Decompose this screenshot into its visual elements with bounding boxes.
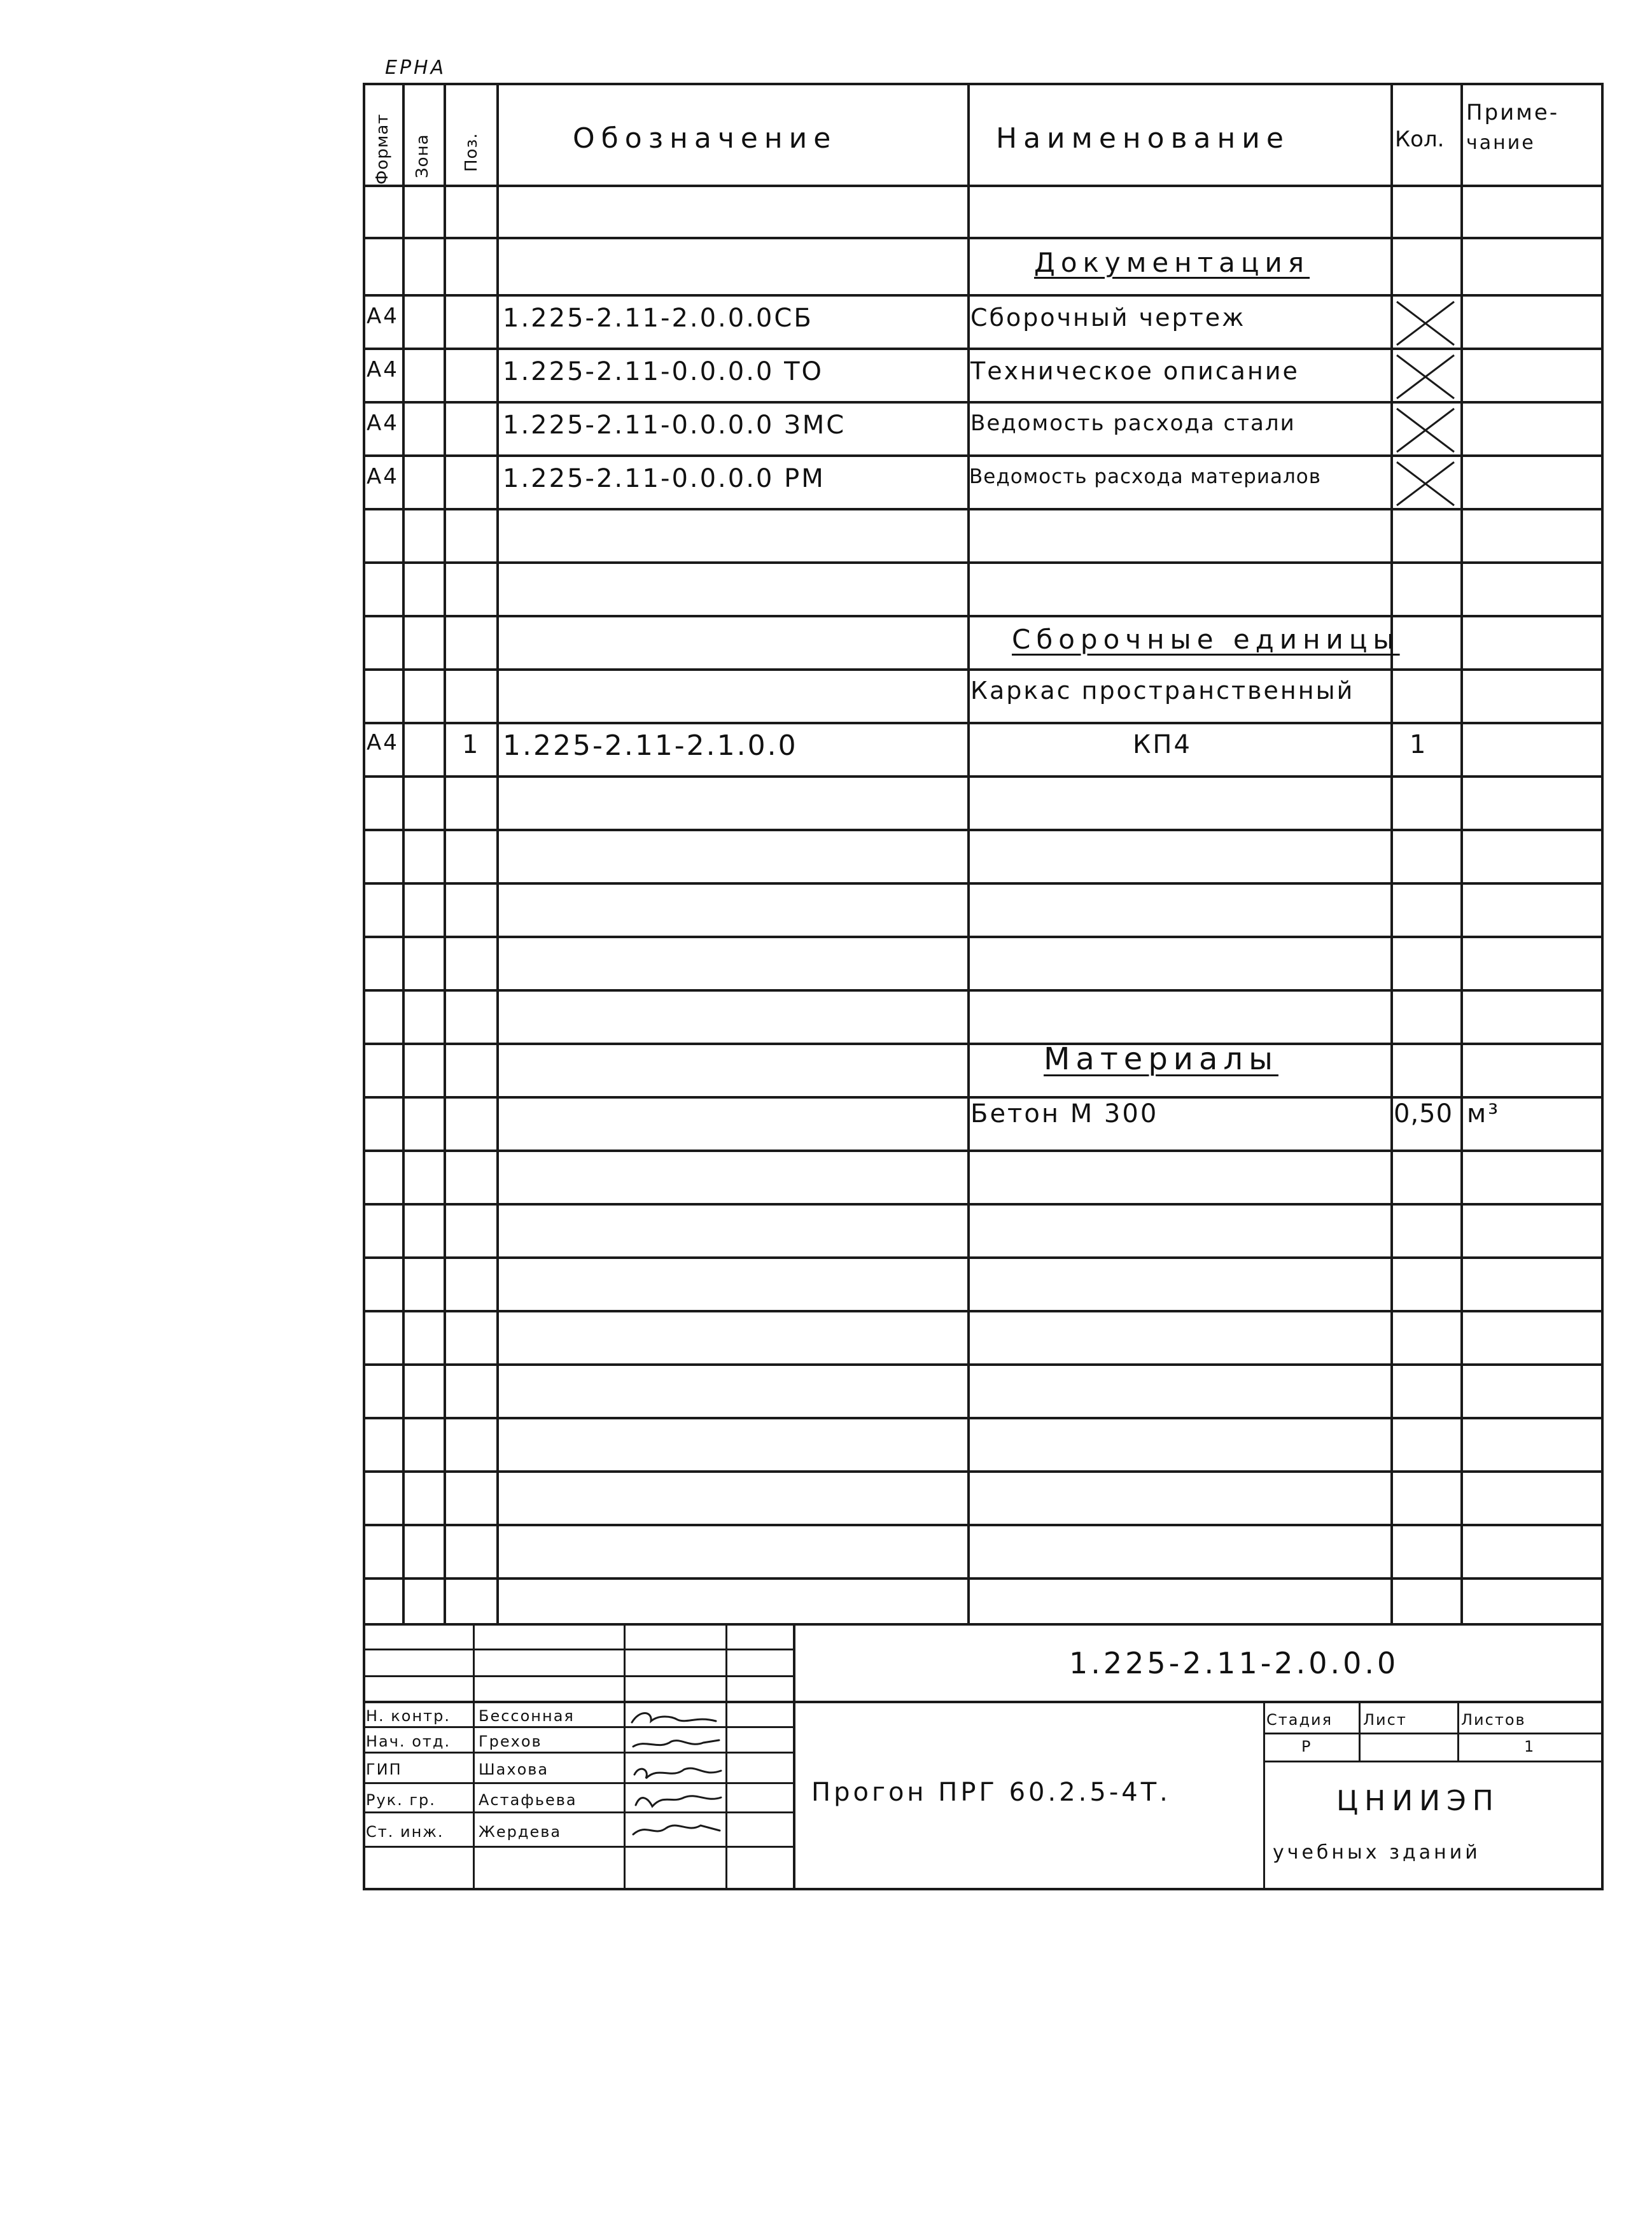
tb-line-4 [363, 1726, 795, 1728]
table-row-line [363, 237, 1604, 239]
table-row-line [363, 1150, 1604, 1152]
row-doc3-designation: 1.225-2.11-0.0.0.0 ЗМС [503, 411, 846, 440]
header-qty: Кол. [1395, 127, 1445, 152]
row-doc1-designation: 1.225-2.11-2.0.0.0СБ [503, 304, 813, 333]
tb-name-4: Астафьева [479, 1791, 577, 1809]
qty-cross-doc1 [1397, 302, 1454, 345]
col-line-qty [1460, 83, 1463, 1623]
tb-line-stage-2 [1263, 1761, 1604, 1762]
frame-top [363, 83, 1604, 85]
signature-2 [633, 1740, 719, 1747]
table-row-line [363, 1577, 1604, 1580]
header-zone: Зона [413, 134, 432, 178]
row-doc2-format: А4 [367, 357, 399, 383]
tb-role-3: ГИП [366, 1761, 402, 1778]
row-asm1-format: А4 [367, 730, 399, 756]
row-doc1-name: Сборочный чертеж [970, 304, 1246, 332]
tb-name-3: Шахова [479, 1761, 549, 1778]
tb-org-line2: учебных зданий [1273, 1841, 1481, 1864]
tb-name-1: Бессонная [479, 1707, 575, 1725]
header-format: Формат [373, 113, 392, 185]
row-mat1-note: м³ [1467, 1099, 1501, 1129]
tb-line-1 [363, 1649, 795, 1650]
row-doc3-format: А4 [367, 411, 399, 436]
tb-sheet-label: Лист [1363, 1711, 1407, 1729]
row-asm-title-name: Каркас пространственный [970, 677, 1355, 705]
tb-line-8 [363, 1846, 795, 1848]
row-doc4-format: А4 [367, 464, 399, 489]
table-row-line [363, 1363, 1604, 1366]
tb-line-5 [363, 1752, 795, 1754]
tb-doc-code: 1.225-2.11-2.0.0.0 [1069, 1646, 1399, 1680]
col-line-name [1390, 83, 1393, 1623]
qty-cross-doc2 [1397, 355, 1454, 398]
row-asm1-pos: 1 [462, 730, 480, 759]
tb-line-stage-1 [1263, 1733, 1604, 1734]
table-row-line [363, 1043, 1604, 1045]
table-row-line [363, 561, 1604, 564]
tb-vline-main [793, 1623, 795, 1889]
tb-vline-role [473, 1623, 475, 1889]
qty-cross-doc4 [1397, 462, 1454, 505]
header-pos: Поз. [462, 132, 481, 172]
tb-title: Прогон ПРГ 60.2.5-4Т. [811, 1778, 1171, 1807]
tb-stage-value: Р [1301, 1738, 1312, 1755]
row-doc2-designation: 1.225-2.11-0.0.0.0 ТО [503, 357, 824, 386]
header-designation: Обозначение [573, 122, 837, 155]
header-note-line2: чание [1466, 132, 1536, 154]
table-row-line [363, 1417, 1604, 1419]
section-documentation: Документация [1034, 247, 1310, 278]
row-doc2-name: Техническое описание [970, 357, 1299, 385]
tb-org-line1: ЦНИИЭП [1336, 1785, 1500, 1817]
col-line-zone [444, 83, 446, 1623]
row-doc3-name: Ведомость расхода стали [970, 411, 1296, 436]
section-materials: Материалы [1044, 1041, 1278, 1077]
table-row-line [363, 1623, 1604, 1626]
qty-cross-marks [1394, 297, 1457, 510]
signature-4 [636, 1796, 721, 1806]
table-row-line [363, 829, 1604, 831]
table-row-line [363, 936, 1604, 938]
tb-vline-stage [1263, 1701, 1265, 1889]
row-doc4-designation: 1.225-2.11-0.0.0.0 РМ [503, 464, 825, 493]
table-row-line [363, 775, 1604, 778]
tb-role-1: Н. контр. [366, 1707, 451, 1725]
frame-left [363, 83, 365, 1890]
table-row-line [363, 1256, 1604, 1259]
tb-role-2: Нач. отд. [366, 1733, 451, 1750]
row-mat1-name: Бетон М 300 [970, 1099, 1159, 1129]
frame-right [1601, 83, 1604, 1890]
table-row-line [363, 1203, 1604, 1206]
table-row-line [363, 615, 1604, 617]
table-row-line [363, 722, 1604, 724]
qty-cross-doc3 [1397, 409, 1454, 452]
header-name: Наименование [996, 122, 1290, 155]
signatures [627, 1703, 725, 1888]
col-line-designation [967, 83, 970, 1623]
tb-name-2: Грехов [479, 1733, 542, 1750]
tb-line-6 [363, 1782, 795, 1784]
tb-role-5: Ст. инж. [366, 1823, 444, 1841]
signature-1 [632, 1713, 716, 1723]
tb-role-4: Рук. гр. [366, 1791, 436, 1809]
tb-vline-sheet [1359, 1701, 1361, 1762]
table-row-line [363, 1470, 1604, 1473]
tb-vline-sheets [1457, 1701, 1459, 1762]
table-row-line [363, 668, 1604, 671]
table-row-line [363, 989, 1604, 992]
row-doc1-format: А4 [367, 304, 399, 329]
tb-sheets-label: Листов [1461, 1711, 1526, 1729]
frame-bottom [363, 1888, 1604, 1890]
row-asm1-qty: 1 [1410, 730, 1428, 759]
header-note-line1: Приме- [1466, 100, 1560, 125]
tb-line-3 [363, 1701, 1604, 1703]
table-row-line [363, 1096, 1604, 1099]
tb-vline-name [624, 1623, 626, 1889]
row-asm1-designation: 1.225-2.11-2.1.0.0 [503, 729, 798, 762]
signature-3 [634, 1768, 721, 1778]
col-line-format [402, 83, 405, 1623]
table-row-line [363, 185, 1604, 187]
row-asm1-name: КП4 [1133, 730, 1192, 759]
col-line-pos [496, 83, 499, 1623]
table-row-line [363, 1310, 1604, 1312]
tb-sheets-value: 1 [1524, 1738, 1536, 1755]
tb-vline-sign [725, 1623, 727, 1889]
row-doc4-name: Ведомость расхода материалов [969, 465, 1322, 488]
table-row-line [363, 882, 1604, 885]
row-mat1-qty: 0,50 [1394, 1099, 1453, 1129]
tb-line-2 [363, 1675, 795, 1677]
section-assembly-units: Сборочные единицы [1012, 624, 1400, 655]
signature-5 [633, 1825, 720, 1834]
tb-line-7 [363, 1811, 795, 1813]
corner-stamp: ЕРНА [385, 57, 447, 79]
tb-name-5: Жердева [479, 1823, 562, 1841]
tb-stage-label: Стадия [1266, 1711, 1333, 1729]
table-row-line [363, 1524, 1604, 1526]
